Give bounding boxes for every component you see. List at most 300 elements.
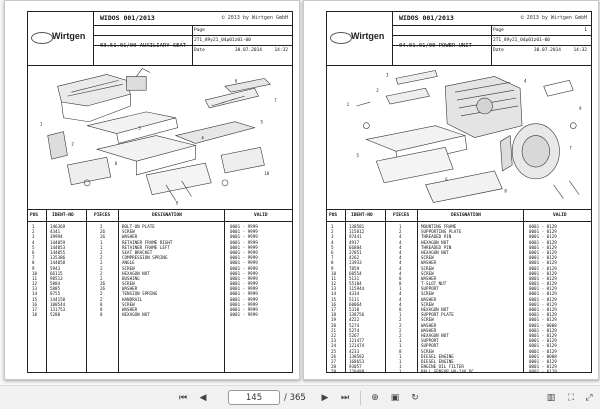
cell-pos: 15 <box>331 296 337 302</box>
date-value: 30.07.2014 <box>533 48 561 53</box>
cell-designation: SUPPORT <box>421 338 439 344</box>
cell-designation: SCREW <box>421 301 434 307</box>
cell-ident: 8755 <box>50 291 61 297</box>
cell-pieces: 4 <box>399 296 402 302</box>
cell-ident: 66884 <box>349 244 362 250</box>
cell-designation: COMPRESSION SPRING <box>122 255 168 261</box>
cell-valid: 0001 - 0129 <box>529 317 557 323</box>
cell-pos: 8 <box>32 260 35 266</box>
cell-pieces: 1 <box>399 312 402 318</box>
cell-ident: 4334 <box>349 291 360 297</box>
cell-pieces: 2 <box>100 275 103 281</box>
svg-text:9: 9 <box>579 105 582 111</box>
cell-ident: 144058 <box>50 260 66 266</box>
svg-text:4: 4 <box>524 78 527 84</box>
cell-valid: 0001 - 0129 <box>529 265 557 271</box>
page-row <box>94 26 292 36</box>
page-label: Page <box>194 28 205 33</box>
cell-designation: SUPPORT <box>421 343 439 349</box>
cell-valid: 0001 - 9999 <box>230 244 258 250</box>
cell-designation: SCREW <box>421 255 434 261</box>
cell-ident: 115944 <box>349 286 365 292</box>
th-designation: DESIGNATION <box>451 213 481 218</box>
cell-valid: 0001 - 9999 <box>230 270 258 276</box>
current-page: 145 <box>245 392 263 403</box>
svg-text:3: 3 <box>138 125 141 131</box>
cell-valid: 0001 - 9999 <box>230 224 258 229</box>
cell-pieces: 1 <box>399 338 402 344</box>
cell-pos: 13 <box>32 286 38 292</box>
cell-pieces: 26 <box>100 229 106 235</box>
cell-pieces: 2 <box>100 249 103 255</box>
cell-valid: 0001 - 9999 <box>230 265 258 271</box>
cell-pieces: 26 <box>100 281 106 287</box>
cell-pos: 10 <box>331 270 337 276</box>
th-valid: VALID <box>553 213 567 218</box>
cell-pos: 19 <box>331 317 337 323</box>
cell-designation: SCREW <box>421 291 434 297</box>
cell-pos: 4 <box>331 239 334 245</box>
cell-pos: 11 <box>331 275 337 281</box>
cell-ident: 138582 <box>349 353 365 359</box>
cell-valid: 0001 - 9999 <box>230 301 258 307</box>
cell-ident: 144158 <box>50 296 66 302</box>
cell-valid: 0001 - 0129 <box>529 312 557 318</box>
cell-ident: 60554 <box>349 270 362 276</box>
cell-pos: 11 <box>32 275 38 281</box>
cell-pos: 2 <box>32 229 35 235</box>
cell-designation: SCREW <box>122 301 135 307</box>
date-label: Date <box>493 48 504 53</box>
cell-pos: 10 <box>32 270 38 276</box>
cell-ident: 5131 <box>349 275 360 281</box>
cell-valid: 0001 - 0129 <box>529 234 557 240</box>
cell-pos: 9 <box>331 265 334 271</box>
copyright: © 2013 by Wirtgen GmbH <box>221 15 288 21</box>
cell-designation: HEXAGON NUT <box>421 239 449 245</box>
cell-ident: 135386 <box>50 255 66 261</box>
cell-pos: 6 <box>32 249 35 255</box>
page-label: Page <box>493 28 504 33</box>
cell-designation: SCREW <box>421 265 434 271</box>
cell-pieces: 4 <box>399 234 402 240</box>
total-pages: / 365 <box>284 393 306 403</box>
svg-text:3: 3 <box>386 72 389 78</box>
cell-valid: 0001 - 0129 <box>529 291 557 297</box>
cell-pieces: 8 <box>399 307 402 312</box>
cell-designation: SUPPORTING PLATE <box>421 229 462 235</box>
cell-pos: 4 <box>32 239 35 245</box>
cell-designation: BOLT-ON PLATE <box>122 224 155 229</box>
table-row <box>327 369 591 374</box>
cell-designation: BUSHING <box>122 275 140 281</box>
cell-pieces: 4 <box>399 239 402 245</box>
cell-pieces: 8 <box>100 307 103 312</box>
cell-pos: 20 <box>331 322 337 328</box>
cell-ident: 4917 <box>349 239 360 245</box>
cell-ident: 100544 <box>50 301 66 307</box>
cell-pos: 12 <box>331 281 337 287</box>
svg-text:5: 5 <box>260 119 263 125</box>
cell-ident: 144055 <box>50 249 66 255</box>
th-designation: DESIGNATION <box>152 213 182 218</box>
doc-title: WIDOS 001/2013 <box>100 14 155 22</box>
cell-pos: 12 <box>32 281 38 287</box>
cell-pos: 9 <box>32 265 35 271</box>
cell-pos: 16 <box>331 301 337 307</box>
cell-pieces: 2 <box>100 255 103 261</box>
cell-designation: HEXAGON NUT <box>122 270 150 276</box>
logo-text: Wirtgen <box>351 31 385 41</box>
cell-ident: 93057 <box>349 364 362 370</box>
cell-pos: 27 <box>331 358 337 364</box>
page-row <box>393 26 591 36</box>
cell-ident: 23933 <box>349 260 362 266</box>
viewer-toolbar <box>0 385 600 409</box>
svg-text:5: 5 <box>356 153 359 159</box>
cell-valid: 0001 - 9999 <box>230 312 258 318</box>
cell-pieces: 2 <box>399 229 402 235</box>
cell-pos: 5 <box>32 244 35 250</box>
cell-ident: 37851 <box>349 249 362 255</box>
cell-designation: THREADED PIN <box>421 234 452 240</box>
cell-valid: 0001 - 0129 <box>529 260 557 266</box>
copyright: © 2013 by Wirtgen GmbH <box>520 15 587 21</box>
header-divider <box>491 26 492 66</box>
title-line <box>393 12 591 26</box>
cell-pieces: 1 <box>399 364 402 370</box>
cell-pieces: 2 <box>399 327 402 333</box>
cell-ident: 60064 <box>349 301 362 307</box>
cell-designation: SCREW <box>421 317 434 323</box>
table-header <box>28 210 292 222</box>
cell-designation: ENGINE OIL FILTER <box>421 364 464 370</box>
cell-pieces: 4 <box>399 260 402 266</box>
cell-valid: 0001 - 0129 <box>529 332 557 338</box>
svg-text:6: 6 <box>445 176 448 182</box>
cell-pieces: 1 <box>399 358 402 364</box>
cell-pos: 16 <box>32 301 38 307</box>
cell-ident: 66115 <box>50 270 63 276</box>
cell-pieces: 2 <box>100 260 103 266</box>
rotate-icon[interactable]: ↻ <box>411 393 419 403</box>
cell-valid: 0001 - 9999 <box>230 307 258 312</box>
cell-ident: 120489 <box>349 369 365 375</box>
section-title: 03.51.01/00 AUXILIARY SEAT <box>100 43 187 49</box>
first-page-icon[interactable]: ⏮ <box>178 393 188 403</box>
th-pos: POS <box>30 213 39 218</box>
svg-text:2: 2 <box>376 88 379 94</box>
cell-pos: 5 <box>331 244 334 250</box>
cell-designation: HEXAGON NUT <box>421 332 449 338</box>
th-pieces: PIECES <box>393 213 410 218</box>
svg-text:10: 10 <box>264 170 270 176</box>
cell-valid: 0001 - 0129 <box>529 327 557 333</box>
cell-valid: 0001 - 0129 <box>529 348 557 354</box>
cell-pieces: 4 <box>399 301 402 307</box>
cell-valid: 0001 - 9999 <box>230 239 258 245</box>
cell-pieces: 2 <box>100 265 103 271</box>
cell-designation: WASHER <box>122 286 138 292</box>
svg-text:1: 1 <box>346 101 350 107</box>
cell-valid: 0001 - 0129 <box>529 358 557 364</box>
cell-designation: RETAINER FRAME RIGHT <box>122 239 173 245</box>
svg-text:8: 8 <box>114 161 118 167</box>
cell-designation: HANDRAIL <box>122 296 143 302</box>
cell-designation: SCREW <box>421 270 434 276</box>
cell-designation: HEXAGON NUT <box>421 307 449 312</box>
cell-pieces: 8 <box>399 281 402 287</box>
cell-pieces: 2 <box>100 291 103 297</box>
cell-designation: SCREW <box>122 229 135 235</box>
cell-ident: 5111 <box>349 296 360 302</box>
next-page-icon[interactable]: ▶ <box>321 393 329 403</box>
cell-valid: 0001 - 0008 <box>529 353 557 359</box>
cell-valid: 0001 - 9999 <box>230 291 258 297</box>
cell-designation: SCREW <box>122 281 135 287</box>
cell-ident: 138581 <box>349 224 365 229</box>
cell-valid: 0001 - 9999 <box>230 260 258 266</box>
cell-valid: 0001 - 0129 <box>529 281 557 287</box>
page-frame <box>326 11 592 373</box>
svg-text:6: 6 <box>234 78 238 84</box>
cell-pieces: 1 <box>399 369 402 375</box>
parts-table <box>28 210 292 372</box>
cell-ident: 5318 <box>349 307 360 312</box>
cell-pieces: 1 <box>100 239 103 245</box>
cell-designation: HEXAGON NUT <box>122 312 150 318</box>
table-header <box>327 210 591 222</box>
cell-ident: 4222 <box>349 317 360 323</box>
cell-designation: BALL SENSOR HV-24V DC <box>421 369 474 375</box>
cell-pieces: 4 <box>399 291 402 297</box>
cell-pieces: 1 <box>399 353 402 359</box>
cell-designation: WASHER <box>421 275 437 281</box>
cell-designation: T-SLOT NUT <box>421 281 447 287</box>
cell-ident: 4262 <box>349 255 360 261</box>
cell-ident: 98513 <box>50 275 63 281</box>
cell-pos: 15 <box>32 296 38 302</box>
page-header <box>327 12 591 66</box>
cell-designation: THREADED PIN <box>421 244 452 250</box>
cell-ident: 5943 <box>50 265 61 271</box>
cell-pos: 13 <box>331 286 337 292</box>
page-header <box>28 12 292 66</box>
cell-valid: 0001 - 0129 <box>529 338 557 344</box>
cell-pos: 7 <box>331 255 334 261</box>
cell-designation: SUPPORT <box>421 286 439 292</box>
cell-pieces: 8 <box>399 348 402 354</box>
cell-pos: 3 <box>331 234 334 240</box>
th-pieces: PIECES <box>94 213 111 218</box>
cell-pos: 18 <box>32 312 38 318</box>
two-page-icon[interactable]: ▥ <box>546 393 556 403</box>
cell-pieces: 4 <box>399 244 402 250</box>
cell-designation: WASHER <box>421 327 437 333</box>
cell-ident: 7859 <box>349 265 360 271</box>
logo-emblem-icon <box>330 32 352 44</box>
cell-ident: 121477 <box>349 338 365 344</box>
time-value: 14:32 <box>573 48 587 53</box>
cell-ident: 144053 <box>50 244 66 250</box>
cell-designation: HEXAGON NUT <box>421 249 449 255</box>
cell-ident: 168653 <box>349 358 365 364</box>
cell-ident: 5884 <box>50 281 61 287</box>
cell-designation: SCREW <box>122 265 135 271</box>
cell-pos: 14 <box>32 291 38 297</box>
cell-pieces: 1 <box>100 244 103 250</box>
cell-pos: 24 <box>331 343 337 349</box>
th-ident: IDENT-NO <box>351 213 373 218</box>
cell-valid: 0001 - 9999 <box>230 249 258 255</box>
th-pos: POS <box>329 213 338 218</box>
toolbar-separator <box>360 391 361 405</box>
cell-valid: 0001 - 9999 <box>230 286 258 292</box>
cell-designation: ANGLE <box>122 260 135 266</box>
cell-pieces: 26 <box>100 286 106 292</box>
fullscreen-icon[interactable]: ⛶ <box>567 393 575 403</box>
cell-valid: 0001 - 0129 <box>529 364 557 370</box>
logo-text: Wirtgen <box>52 31 86 41</box>
logo-box <box>327 12 393 66</box>
page-value: 1 <box>584 28 587 33</box>
table-rows <box>28 224 292 317</box>
svg-text:2: 2 <box>71 141 74 147</box>
time-value: 14:32 <box>274 48 288 53</box>
seat-assembly-drawing-icon <box>28 66 292 209</box>
exploded-drawing <box>327 66 591 210</box>
cell-valid: 0001 - 9999 <box>230 234 258 240</box>
cell-ident: 131753 <box>50 307 66 312</box>
cell-ident: 4233 <box>349 348 360 354</box>
cell-designation: MOUNTING FRAME <box>421 224 457 229</box>
last-page-icon[interactable]: ⏭ <box>340 393 350 403</box>
prev-page-icon[interactable]: ◀ <box>199 393 207 403</box>
cell-valid: 0001 - 0129 <box>529 275 557 281</box>
cell-valid: 0001 - 0129 <box>529 224 557 229</box>
cell-valid: 0001 - 9999 <box>230 281 258 287</box>
cell-pos: 6 <box>331 249 334 255</box>
cell-ident: 5885 <box>50 286 61 292</box>
cell-pos: 18 <box>331 312 337 318</box>
cell-valid: 0001 - 0129 <box>529 229 557 235</box>
cell-valid: 0001 - 0129 <box>529 343 557 349</box>
cell-designation: TENSION SPRING <box>122 291 158 297</box>
zoom-in-icon[interactable]: ⊕ <box>371 393 379 403</box>
cell-valid: 0001 - 0008 <box>529 322 557 328</box>
logo-emblem-icon <box>31 32 53 44</box>
cell-pos: 2 <box>331 229 334 235</box>
cell-valid: 0001 - 9999 <box>230 255 258 261</box>
cell-valid: 0001 - 9999 <box>230 296 258 302</box>
cell-pieces: 2 <box>100 224 103 229</box>
cell-valid: 0001 - 9999 <box>230 229 258 235</box>
cell-designation: DIESEL ENGINE <box>421 358 454 364</box>
cell-pos: 17 <box>32 307 38 312</box>
cell-pieces: 4 <box>399 249 402 255</box>
cell-pieces: 4 <box>399 265 402 271</box>
cell-pieces: 1 <box>399 286 402 292</box>
expand-icon[interactable]: ⤢ <box>585 393 593 403</box>
cell-valid: 0001 - 0129 <box>529 307 557 312</box>
parts-table <box>327 210 591 375</box>
table-rows <box>327 224 591 374</box>
page-number-input[interactable] <box>228 390 280 405</box>
cell-valid: 0001 - 0129 <box>529 244 557 250</box>
cell-ident: 5288 <box>50 312 61 318</box>
cell-pos: 26 <box>331 353 337 359</box>
cell-pieces: 8 <box>399 275 402 281</box>
cell-ident: 97441 <box>349 234 362 240</box>
cell-pieces: 4 <box>399 270 402 276</box>
cell-ident: 5274 <box>349 322 360 328</box>
cell-pos: 3 <box>32 234 35 240</box>
cell-valid: 0001 - 0129 <box>529 255 557 261</box>
page-left <box>4 0 300 380</box>
cell-pos: 1 <box>32 224 35 229</box>
cell-valid: 0001 - 0129 <box>529 239 557 245</box>
cell-designation: WASHER <box>421 296 437 302</box>
cell-valid: 0001 - 0129 <box>529 249 557 255</box>
doc-id: 2T1_89y21_04p01z01-00 <box>493 38 550 43</box>
cell-valid: 0001 - 0129 <box>529 301 557 307</box>
cell-valid: 0001 - 0129 <box>529 286 557 292</box>
cell-valid: 0001 - 9999 <box>230 275 258 281</box>
exploded-drawing <box>28 66 292 210</box>
svg-text:1: 1 <box>39 121 43 127</box>
cell-pos: 8 <box>331 260 334 266</box>
th-valid: VALID <box>254 213 268 218</box>
header-divider <box>192 26 193 66</box>
cell-pieces: 1 <box>399 224 402 229</box>
fit-page-icon[interactable]: ▣ <box>390 393 400 403</box>
svg-text:7: 7 <box>274 98 277 104</box>
power-unit-drawing-icon <box>327 66 591 209</box>
svg-text:4: 4 <box>201 135 204 141</box>
page-right <box>303 0 599 380</box>
doc-title: WIDOS 001/2013 <box>399 14 454 22</box>
cell-ident: 5267 <box>349 332 360 338</box>
cell-ident: 55184 <box>349 281 362 287</box>
cell-ident: 121474 <box>349 343 365 349</box>
cell-designation: SUPPORT PLATE <box>421 312 454 318</box>
cell-pieces: 2 <box>100 270 103 276</box>
cell-pos: 25 <box>331 348 337 354</box>
cell-valid: 0001 - 0129 <box>529 270 557 276</box>
cell-designation: SCREW <box>421 348 434 354</box>
cell-ident: 4341 <box>50 229 61 235</box>
section-title: 04.01.01/00 POWER UNIT <box>399 43 472 49</box>
cell-ident: 146369 <box>50 224 66 229</box>
table-row <box>28 312 292 317</box>
cell-designation: WASHER <box>122 307 138 312</box>
cell-ident: 115812 <box>349 229 365 235</box>
cell-designation: RETAINER FRAME LEFT <box>122 244 170 250</box>
svg-text:7: 7 <box>569 145 572 151</box>
cell-pos: 23 <box>331 338 337 344</box>
cell-pieces: 8 <box>100 301 103 307</box>
cell-pos: 28 <box>331 364 337 370</box>
cell-designation: WASHER <box>421 322 437 328</box>
title-line <box>94 12 292 26</box>
cell-valid: 0001 - 0129 <box>529 296 557 302</box>
cell-pos: 17 <box>331 307 337 312</box>
cell-ident: 5274 <box>349 327 360 333</box>
cell-designation: DIESEL ENGINE <box>421 353 454 359</box>
cell-pieces: 2 <box>399 317 402 323</box>
doc-id: 2T1_89y21_04p01z01-00 <box>194 38 251 43</box>
cell-pos: 7 <box>32 255 35 261</box>
